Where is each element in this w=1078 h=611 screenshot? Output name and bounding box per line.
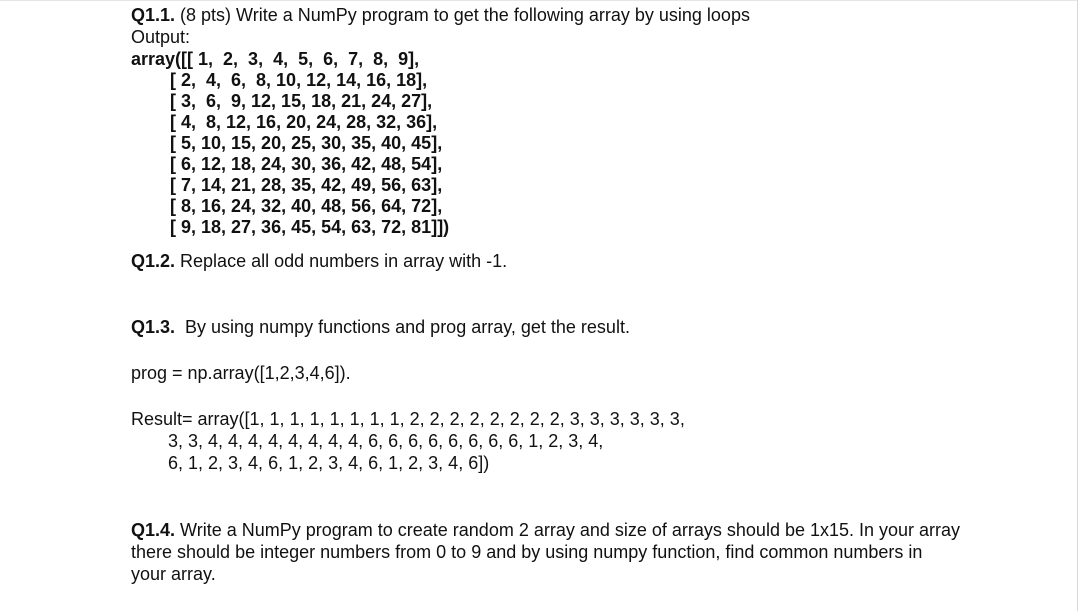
q1-4-number: Q1.4. [131,520,176,540]
array-line-3: [ 3, 6, 9, 12, 15, 18, 21, 24, 27], [170,91,433,111]
result-line-3: 6, 1, 2, 3, 4, 6, 1, 2, 3, 4, 6, 1, 2, 3, 4, 6]) [168,453,490,473]
array-line-5: [ 5, 10, 15, 20, 25, 30, 35, 40, 45], [170,133,443,153]
prog-line: prog = np.array([1,2,3,4,6]). [131,363,351,383]
q1-1-text: (8 pts) Write a NumPy program to get the following array by using loops [175,5,750,25]
top-border [0,0,1078,1]
q1-3-heading [131,317,630,338]
result-line-2: 3, 3, 4, 4, 4, 4, 4, 4, 4, 4, 6, 6, 6, 6, 6, 6, 6, 6, 1, 2, 3, 4, [168,431,604,451]
array-line-6: [ 6, 12, 18, 24, 30, 36, 42, 48, 54], [170,154,443,174]
array-line-7: [ 7, 14, 21, 28, 35, 42, 49, 56, 63], [170,175,443,195]
q1-2-number: Q1.2. [131,251,176,271]
array-line-8: [ 8, 16, 24, 32, 40, 48, 56, 64, 72], [170,196,443,216]
array-line-2: [ 2, 4, 6, 8, 10, 12, 14, 16, 18], [170,70,428,90]
array-line-1: array([[ 1, 2, 3, 4, 5, 6, 7, 8, 9], [131,49,420,69]
q1-2-heading [131,251,507,272]
output-label: Output: [131,27,191,47]
q1-1-heading [131,5,750,26]
array-line-4: [ 4, 8, 12, 16, 20, 24, 28, 32, 36], [170,112,438,132]
q1-1-number: Q1.1. [131,5,176,25]
q1-2-text: Replace all odd numbers in array with -1. [175,251,508,271]
q1-4-paragraph [131,519,961,585]
q1-3-number: Q1.3. [131,317,176,337]
array-line-9: [ 9, 18, 27, 36, 45, 54, 63, 72, 81]]) [170,217,450,237]
result-line-1: Result= array([1, 1, 1, 1, 1, 1, 1, 1, 2, 2, 2, 2, 2, 2, 2, 2, 3, 3, 3, 3, 3, 3, [131,409,685,429]
q1-4-text: Write a NumPy program to create random 2 array and size of arrays should be 1x15. In your array there should be integer numbers from 0 to 9 and by using numpy function, find common numbers in your array. [131,520,961,584]
q1-3-text: By using numpy functions and prog array, get the result. [175,317,630,337]
